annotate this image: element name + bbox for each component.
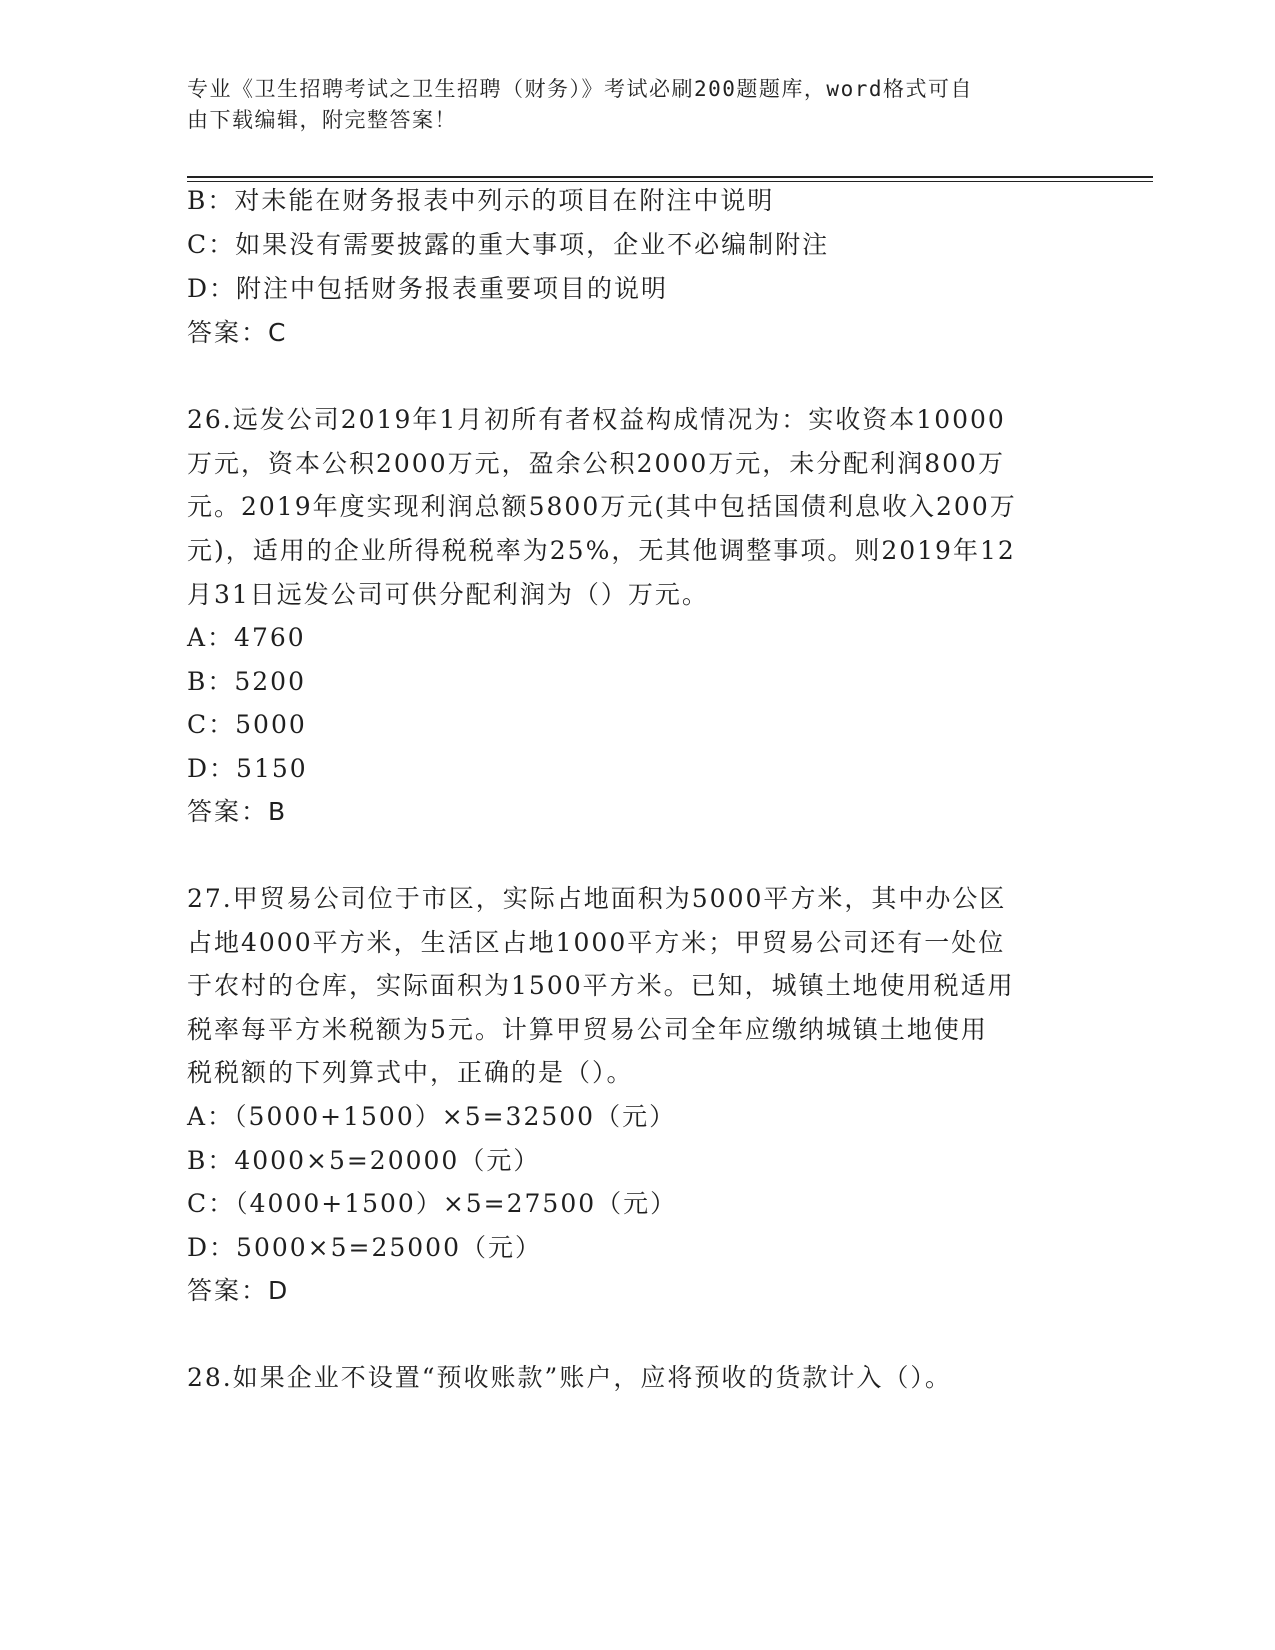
option-b: B：对未能在财务报表中列示的项目在附注中说明 — [187, 186, 775, 215]
question-28-stem-line-1: 28.如果企业不设置“预收账款”账户，应将预收的货款计入（）。 — [187, 1363, 952, 1392]
question-26-stem-line-4: 元)，适用的企业所得税税率为25%，无其他调整事项。则2019年12 — [187, 536, 1016, 565]
question-26-option-b: B：5200 — [187, 667, 306, 696]
header-divider-thick — [187, 176, 1153, 178]
question-27-stem-line-1: 27.甲贸易公司位于市区，实际占地面积为5000平方米，其中办公区 — [187, 884, 1007, 913]
question-26-stem-line-1: 26.远发公司2019年1月初所有者权益构成情况为：实收资本10000 — [187, 405, 1006, 434]
document-header — [187, 74, 1067, 136]
question-27-option-a: A：（5000+1500）×5=32500（元） — [187, 1102, 677, 1131]
question-26-answer: 答案：B — [187, 797, 288, 826]
question-27-stem-line-4: 税率每平方米税额为5元。计算甲贸易公司全年应缴纳城镇土地使用 — [187, 1015, 988, 1044]
header-line-2: 由下载编辑，附完整答案！ — [187, 108, 457, 132]
question-27-stem-line-3: 于农村的仓库，实际面积为1500平方米。已知，城镇土地使用税适用 — [187, 971, 1015, 1000]
header-divider-thin — [187, 181, 1153, 182]
question-26-option-d: D：5150 — [187, 754, 308, 783]
option-c: C：如果没有需要披露的重大事项，企业不必编制附注 — [187, 230, 830, 259]
question-26-stem-line-3: 元。2019年度实现利润总额5800万元(其中包括国债利息收入200万 — [187, 492, 1017, 521]
question-27-answer: 答案：D — [187, 1276, 290, 1305]
question-26-option-a: A：4760 — [187, 623, 306, 652]
question-27-stem-line-5: 税税额的下列算式中，正确的是（）。 — [187, 1058, 634, 1087]
question-26-stem-line-2: 万元，资本公积2000万元，盈余公积2000万元，未分配利润800万 — [187, 449, 1005, 478]
question-27-stem-line-2: 占地4000平方米，生活区占地1000平方米；甲贸易公司还有一处位 — [187, 928, 1006, 957]
header-line-1: 专业《卫生招聘考试之卫生招聘（财务）》考试必刷200题题库，word格式可自 — [187, 77, 973, 101]
question-27-option-d: D：5000×5=25000（元） — [187, 1233, 542, 1262]
option-d: D：附注中包括财务报表重要项目的说明 — [187, 274, 669, 303]
question-26-stem-line-5: 月31日远发公司可供分配利润为（）万元。 — [187, 580, 709, 609]
question-26-option-c: C：5000 — [187, 710, 307, 739]
question-27-option-b: B：4000×5=20000（元） — [187, 1146, 541, 1175]
question-27-option-c: C：（4000+1500）×5=27500（元） — [187, 1189, 678, 1218]
answer: 答案：C — [187, 318, 288, 347]
